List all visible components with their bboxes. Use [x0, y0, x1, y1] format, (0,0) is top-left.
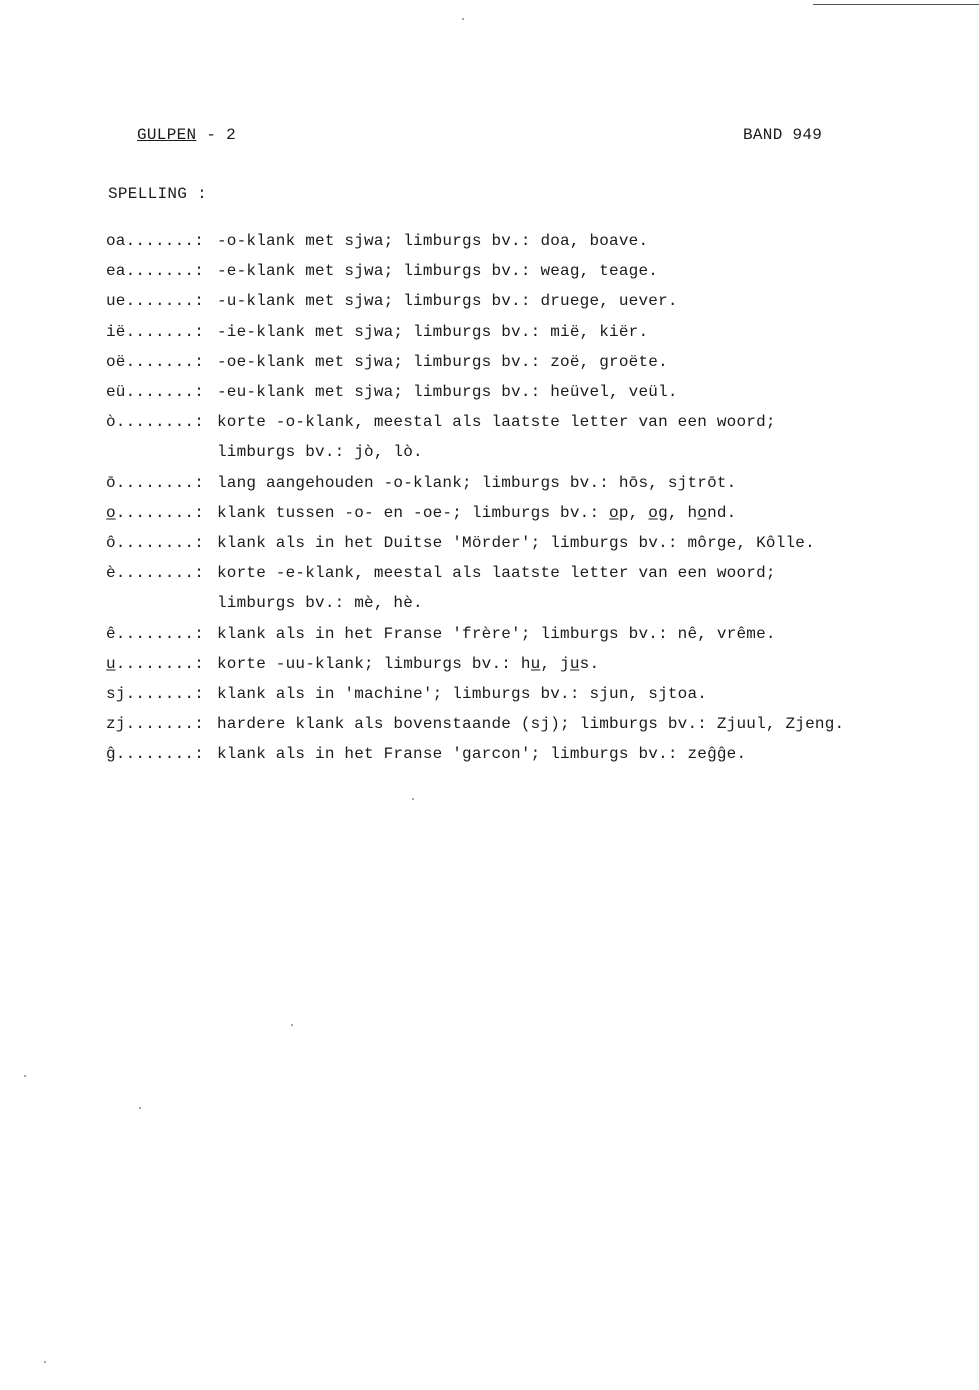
scan-speck — [44, 1361, 46, 1363]
entry-symbol: eü.......: — [106, 383, 205, 402]
scan-speck — [291, 1024, 293, 1026]
spelling-entry-sj — [106, 679, 906, 709]
band-label: BAND 949 — [743, 126, 823, 144]
entry-symbol: sj.......: — [106, 685, 205, 704]
entry-description: -e-klank met sjwa; limburgs bv.: weag, teage. — [217, 262, 659, 281]
entry-symbol: ĝ........: — [106, 745, 205, 764]
entry-description: -o-klank met sjwa; limburgs bv.: doa, boave. — [217, 232, 649, 250]
entry-description: -u-klank met sjwa; limburgs bv.: druege, uever. — [217, 292, 678, 311]
spelling-entry-u-underline — [106, 649, 906, 679]
spelling-entry-o-macron — [106, 468, 906, 498]
entry-symbol: u̲........: — [106, 654, 205, 673]
spelling-list — [106, 226, 906, 770]
place-name: GULPEN — [137, 126, 197, 144]
entry-symbol: o̲........: — [106, 503, 205, 522]
entry-symbol: ië.......: — [106, 322, 205, 341]
entry-description: klank als in het Franse 'garcon'; limburgs bv.: zeĝĝe. — [217, 745, 747, 764]
section-title: SPELLING : — [108, 185, 208, 203]
spelling-entry-o-underline — [106, 498, 906, 528]
scan-speck — [412, 798, 414, 800]
spelling-entry-o-grave — [106, 407, 906, 467]
spelling-entry-o-circumflex — [106, 528, 906, 558]
spelling-entry-eu — [106, 377, 906, 407]
entry-symbol: ea.......: — [106, 262, 205, 281]
entry-description: klank tussen -o- en -oe-; limburgs bv.: o̲p, o̲g, ho̲nd. — [217, 503, 737, 522]
scan-speck — [462, 18, 464, 20]
entry-description: korte -o-klank, meestal als laatste letter van een woord; limburgs bv.: jò, lò. — [217, 413, 776, 462]
spelling-entry-oa — [106, 226, 906, 256]
entry-symbol: zj.......: — [106, 715, 205, 734]
entry-description: korte -e-klank, meestal als laatste letter van een woord; limburgs bv.: mè, hè. — [217, 564, 776, 613]
entry-symbol: oa.......: — [106, 232, 205, 250]
spelling-entry-ie — [106, 317, 906, 347]
page-number: - 2 — [196, 126, 237, 144]
entry-symbol: ue.......: — [106, 292, 205, 311]
entry-description: -eu-klank met sjwa; limburgs bv.: heüvel, veül. — [217, 383, 678, 402]
entry-description: klank als in het Franse 'frère'; limburgs bv.: nê, vrême. — [217, 624, 776, 643]
spelling-entry-oe — [106, 347, 906, 377]
entry-symbol: oë.......: — [106, 352, 205, 371]
top-edge-rule — [813, 4, 979, 5]
entry-description: klank als in het Duitse 'Mörder'; limburgs bv.: môrge, Kôlle. — [217, 534, 815, 553]
entry-symbol: è........: — [106, 564, 205, 583]
spelling-entry-ea — [106, 256, 906, 286]
entry-description: klank als in 'machine'; limburgs bv.: sjun, sjtoa. — [217, 685, 708, 704]
scan-speck — [139, 1107, 141, 1109]
spelling-entry-zj — [106, 709, 906, 739]
page-header-left — [137, 126, 236, 144]
entry-symbol: ò........: — [106, 413, 205, 432]
entry-symbol: ō........: — [106, 473, 205, 492]
entry-description: -ie-klank met sjwa; limburgs bv.: mië, kiër. — [217, 322, 649, 341]
entry-symbol: ê........: — [106, 624, 205, 643]
entry-description: hardere klank als bovenstaande (sj); limburgs bv.: Zjuul, Zjeng. — [217, 715, 845, 734]
entry-description: -oe-klank met sjwa; limburgs bv.: zoë, groëte. — [217, 352, 668, 371]
scan-speck — [24, 1075, 26, 1077]
spelling-entry-g-circumflex — [106, 739, 906, 769]
spelling-entry-ue — [106, 286, 906, 316]
entry-description: lang aangehouden -o-klank; limburgs bv.: hōs, sjtrōt. — [217, 473, 737, 492]
spelling-entry-e-circumflex — [106, 619, 906, 649]
spelling-entry-e-grave — [106, 558, 906, 618]
entry-symbol: ô........: — [106, 534, 205, 553]
entry-description: korte -uu-klank; limburgs bv.: hu̲, ju̲s. — [217, 654, 600, 673]
